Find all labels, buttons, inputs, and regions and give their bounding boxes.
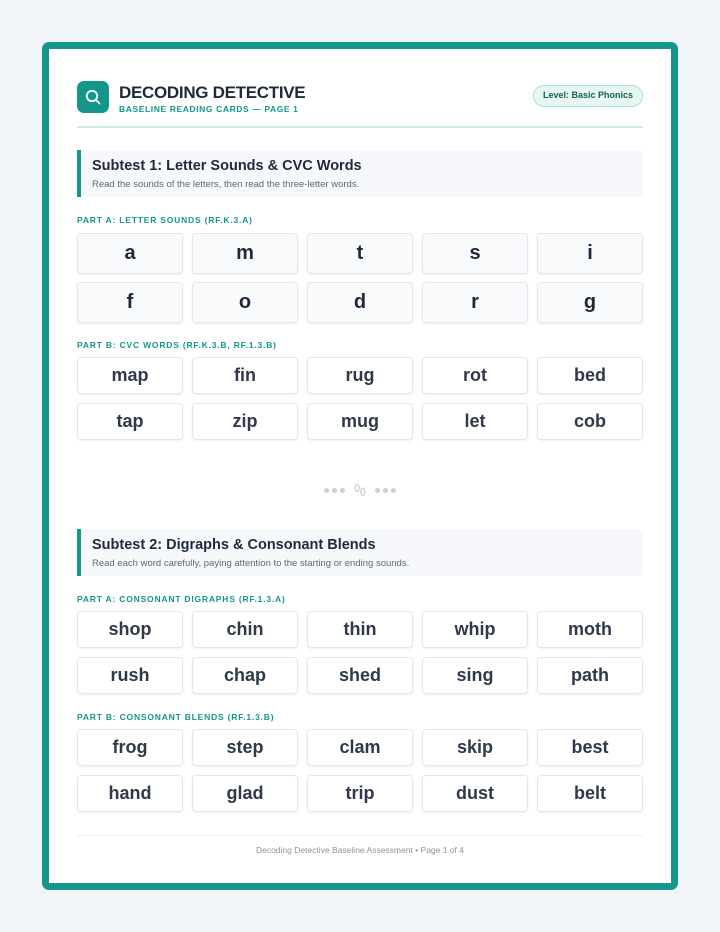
letter-tile: d xyxy=(307,282,413,323)
cvc-word-tile: rug xyxy=(307,357,413,394)
subtest-2-title: Subtest 2: Digraphs & Consonant Blends xyxy=(92,537,376,553)
blend-word-tile: frog xyxy=(77,729,183,766)
section-divider xyxy=(77,481,643,499)
digraph-word-tile: moth xyxy=(537,611,643,648)
page-footer: Decoding Detective Baseline Assessment • Page 1 of 4 xyxy=(255,845,465,855)
blend-word-tile: hand xyxy=(77,775,183,812)
blend-word-tile: skip xyxy=(422,729,528,766)
letter-tile: s xyxy=(422,233,528,274)
subtest-1-part-b-label: PART B: CVC WORDS (RF.K.3.B, RF.1.3.B) xyxy=(77,340,277,350)
letter-tile: t xyxy=(307,233,413,274)
cvc-word-tile: cob xyxy=(537,403,643,440)
subtest-2-header xyxy=(77,529,643,576)
digraph-word-tile: sing xyxy=(422,657,528,694)
cvc-word-tile: bed xyxy=(537,357,643,394)
letter-sounds-grid xyxy=(77,233,643,323)
blend-word-tile: glad xyxy=(192,775,298,812)
cvc-word-tile: let xyxy=(422,403,528,440)
subtest-2-description: Read each word carefully, paying attention to the starting or ending sounds. xyxy=(92,558,410,569)
digraph-word-tile: whip xyxy=(422,611,528,648)
blend-word-tile: best xyxy=(537,729,643,766)
blend-word-tile: belt xyxy=(537,775,643,812)
letter-tile: a xyxy=(77,233,183,274)
digraph-word-tile: shed xyxy=(307,657,413,694)
digraph-word-tile: shop xyxy=(77,611,183,648)
divider-dots-left xyxy=(324,488,345,493)
digraph-word-tile: chap xyxy=(192,657,298,694)
digraph-word-tile: path xyxy=(537,657,643,694)
blend-word-tile: dust xyxy=(422,775,528,812)
digraph-word-tile: rush xyxy=(77,657,183,694)
cvc-word-tile: fin xyxy=(192,357,298,394)
letter-tile: m xyxy=(192,233,298,274)
letter-tile: i xyxy=(537,233,643,274)
letter-tile: g xyxy=(537,282,643,323)
blends-grid xyxy=(77,729,643,812)
cvc-word-tile: mug xyxy=(307,403,413,440)
blend-word-tile: clam xyxy=(307,729,413,766)
logo xyxy=(77,81,109,113)
footer-divider xyxy=(77,835,643,836)
cvc-word-tile: rot xyxy=(422,357,528,394)
page-header xyxy=(77,81,643,129)
letter-tile: f xyxy=(77,282,183,323)
cvc-word-tile: tap xyxy=(77,403,183,440)
digraph-word-tile: thin xyxy=(307,611,413,648)
subtest-1-part-a-label: PART A: LETTER SOUNDS (RF.K.3.A) xyxy=(77,215,253,225)
level-badge: Level: Basic Phonics xyxy=(533,85,643,107)
subtest-1-title: Subtest 1: Letter Sounds & CVC Words xyxy=(92,158,362,174)
assessment-card xyxy=(42,42,678,890)
page-subtitle: BASELINE READING CARDS — PAGE 1 xyxy=(119,104,299,114)
subtest-1-header xyxy=(77,150,643,197)
header-divider xyxy=(77,126,643,128)
search-icon xyxy=(84,88,102,106)
digraphs-grid xyxy=(77,611,643,694)
subtest-2-part-b-label: PART B: CONSONANT BLENDS (RF.1.3.B) xyxy=(77,712,275,722)
divider-dots-right xyxy=(375,488,396,493)
cvc-word-tile: map xyxy=(77,357,183,394)
letter-tile: r xyxy=(422,282,528,323)
cvc-word-tile: zip xyxy=(192,403,298,440)
digraph-word-tile: chin xyxy=(192,611,298,648)
subtest-1-description: Read the sounds of the letters, then read the three-letter words. xyxy=(92,179,360,190)
page-title: DECODING DETECTIVE xyxy=(119,83,306,102)
cvc-words-grid xyxy=(77,357,643,440)
blend-word-tile: step xyxy=(192,729,298,766)
subtest-2-part-a-label: PART A: CONSONANT DIGRAPHS (RF.1.3.A) xyxy=(77,594,286,604)
letter-tile: o xyxy=(192,282,298,323)
blend-word-tile: trip xyxy=(307,775,413,812)
footprints-icon xyxy=(353,483,367,497)
